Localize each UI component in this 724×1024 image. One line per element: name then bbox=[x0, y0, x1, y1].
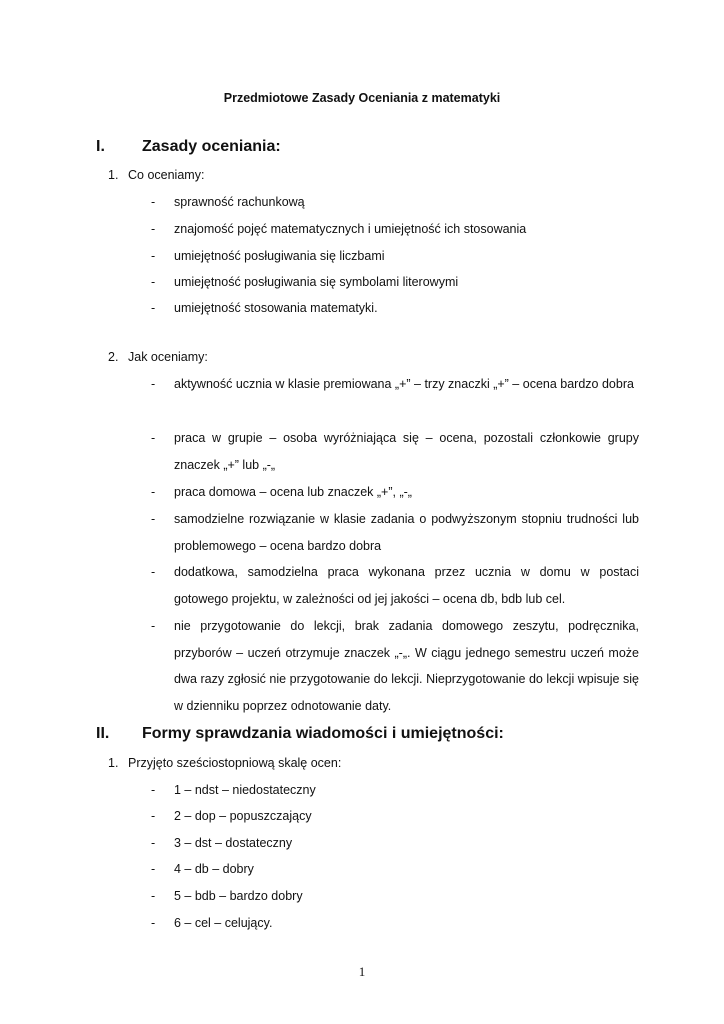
bullet-text: nie przygotowanie do lekcji, brak zadania domowego zeszytu, podręcznika, przyborów – uczeń otrzymuje znaczek „-„. W ciągu jednego semestru uczeń może dwa razy zgłosić nie przygotowanie do lekcji. Nieprzygotowanie do lekcji wpisuje się w dzienniku poprzez odnotowanie daty. bbox=[174, 619, 639, 713]
bullet-dash: - bbox=[151, 809, 156, 823]
bullet-item bbox=[151, 216, 639, 243]
section-number: I. bbox=[96, 138, 105, 155]
list-item-co-oceniamy bbox=[108, 168, 204, 182]
bullet-dash: - bbox=[151, 485, 156, 499]
bullet-text: 3 – dst – dostateczny bbox=[174, 836, 293, 850]
bullet-dash: - bbox=[151, 275, 156, 289]
bullet-dash: - bbox=[151, 565, 156, 579]
bullet-dash: - bbox=[151, 431, 156, 445]
bullet-item bbox=[151, 883, 639, 910]
bullet-text: dodatkowa, samodzielna praca wykonana przez ucznia w domu w postaci gotowego projektu, w zależności od jej jakości – ocena db, bdb lub cel. bbox=[174, 565, 639, 606]
bullet-item bbox=[151, 777, 639, 804]
bullet-text: praca w grupie – osoba wyróżniająca się – ocena, pozostali członkowie grupy znaczek „+” lub „-„ bbox=[174, 431, 639, 472]
bullet-item bbox=[151, 371, 639, 398]
section-number: II. bbox=[96, 725, 110, 742]
bullet-item bbox=[151, 189, 639, 216]
bullet-dash: - bbox=[151, 512, 156, 526]
bullet-item bbox=[151, 856, 639, 883]
bullet-item bbox=[151, 613, 639, 719]
bullet-item bbox=[151, 295, 639, 322]
bullet-text: praca domowa – ocena lub znaczek „+”, „-„ bbox=[174, 485, 412, 499]
bullet-text: 5 – bdb – bardzo dobry bbox=[174, 889, 303, 903]
bullet-text: umiejętność posługiwania się symbolami literowymi bbox=[174, 275, 459, 289]
bullet-dash: - bbox=[151, 195, 156, 209]
bullet-dash: - bbox=[151, 916, 156, 930]
bullet-dash: - bbox=[151, 301, 156, 315]
item-number: 1. bbox=[108, 168, 119, 182]
section-heading-2 bbox=[96, 725, 504, 743]
item-label: Jak oceniamy: bbox=[128, 350, 208, 364]
bullet-dash: - bbox=[151, 889, 156, 903]
bullet-dash: - bbox=[151, 836, 156, 850]
bullet-text: 4 – db – dobry bbox=[174, 862, 254, 876]
bullet-text: 2 – dop – popuszczający bbox=[174, 809, 312, 823]
bullet-text: umiejętność posługiwania się liczbami bbox=[174, 249, 385, 263]
bullet-item bbox=[151, 910, 639, 937]
list-item-skala-ocen bbox=[108, 756, 341, 770]
bullet-item bbox=[151, 243, 639, 270]
item-label: Co oceniamy: bbox=[128, 168, 205, 182]
bullet-dash: - bbox=[151, 222, 156, 236]
item-number: 2. bbox=[108, 350, 119, 364]
section-heading-1 bbox=[96, 138, 281, 156]
document-title: Przedmiotowe Zasady Oceniania z matematyki bbox=[223, 91, 501, 105]
bullet-text: samodzielne rozwiązanie w klasie zadania o podwyższonym stopniu trudności lub problemowego – ocena bardzo dobra bbox=[174, 512, 639, 553]
bullet-dash: - bbox=[151, 249, 156, 263]
bullet-item bbox=[151, 559, 639, 612]
bullet-item bbox=[151, 479, 639, 506]
list-item-jak-oceniamy bbox=[108, 350, 208, 364]
bullet-dash: - bbox=[151, 377, 156, 391]
bullet-item bbox=[151, 506, 639, 559]
page-number: 1 bbox=[358, 964, 366, 979]
bullet-item bbox=[151, 803, 639, 830]
bullet-item bbox=[151, 269, 639, 296]
bullet-text: sprawność rachunkową bbox=[174, 195, 305, 209]
item-label: Przyjęto sześciostopniową skalę ocen: bbox=[128, 756, 342, 770]
bullet-text: 1 – ndst – niedostateczny bbox=[174, 783, 316, 797]
bullet-item bbox=[151, 425, 639, 478]
bullet-text: znajomość pojęć matematycznych i umiejętność ich stosowania bbox=[174, 222, 527, 236]
section-title: Zasady oceniania: bbox=[142, 138, 281, 155]
bullet-text: 6 – cel – celujący. bbox=[174, 916, 273, 930]
section-title: Formy sprawdzania wiadomości i umiejętności: bbox=[142, 725, 504, 742]
bullet-dash: - bbox=[151, 783, 156, 797]
bullet-text: umiejętność stosowania matematyki. bbox=[174, 301, 378, 315]
bullet-text: aktywność ucznia w klasie premiowana „+” – trzy znaczki „+” – ocena bardzo dobra bbox=[174, 377, 634, 391]
bullet-item bbox=[151, 830, 639, 857]
bullet-dash: - bbox=[151, 862, 156, 876]
item-number: 1. bbox=[108, 756, 119, 770]
bullet-dash: - bbox=[151, 619, 156, 633]
